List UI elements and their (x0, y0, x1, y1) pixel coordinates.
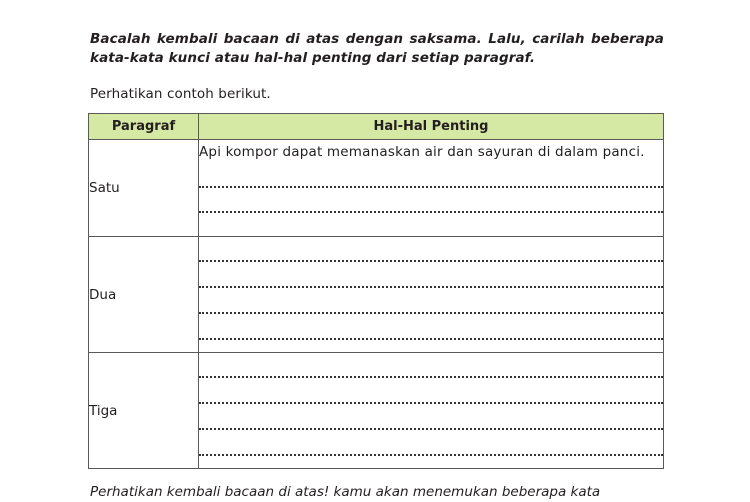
header-hal-hal-penting: Hal-Hal Penting (199, 114, 664, 140)
paragraph-label: Dua (89, 237, 199, 353)
answer-line[interactable] (199, 430, 663, 456)
key-points-table (88, 113, 664, 469)
answer-line[interactable] (199, 353, 663, 378)
answer-cell[interactable] (199, 140, 664, 237)
header-paragraf: Paragraf (89, 114, 199, 140)
answer-cell[interactable] (199, 237, 664, 353)
lead-text: Perhatikan contoh berikut. (90, 86, 271, 102)
table-row (89, 140, 664, 237)
answer-line[interactable] (199, 314, 663, 340)
answer-line[interactable] (199, 188, 663, 213)
answer-line[interactable] (199, 237, 663, 262)
table-row (89, 353, 664, 469)
answer-line[interactable] (199, 404, 663, 430)
table-row (89, 237, 664, 353)
paragraph-label: Tiga (89, 353, 199, 469)
table-header-row (89, 114, 664, 140)
answer-cell[interactable] (199, 353, 664, 469)
cut-off-paragraph: Perhatikan kembali bacaan di atas! kamu akan menemukan beberapa kata (90, 484, 601, 500)
answer-line[interactable] (199, 378, 663, 404)
instruction-text: Bacalah kembali bacaan di atas dengan saksama. Lalu, carilah beberapa kata-kata kunci atau hal-hal penting dari setiap paragraf. (90, 31, 664, 66)
answer-line[interactable] (199, 262, 663, 288)
answer-line[interactable] (199, 288, 663, 314)
example-answer: Api kompor dapat memanaskan air dan sayuran di dalam panci. (199, 144, 645, 160)
paragraph-label: Satu (89, 140, 199, 237)
answer-line[interactable] (199, 162, 663, 188)
